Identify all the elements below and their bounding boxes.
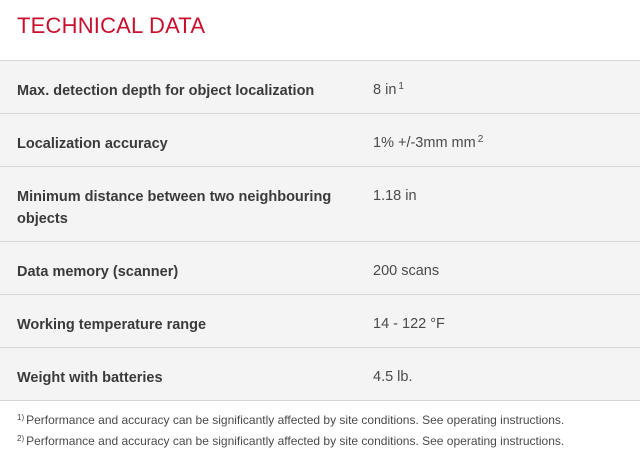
technical-data-table [0,60,640,401]
table-row-localization-accuracy [0,114,640,167]
value-text: 14 - 122 °F [373,316,445,332]
table-row-minimum-distance [0,167,640,242]
row-label: Minimum distance between two neighbouring objects [17,189,332,227]
value-text: 4.5 lb. [373,369,413,385]
table-row-data-memory [0,242,640,295]
row-label: Max. detection depth for object localization [17,83,315,99]
row-value [373,295,640,347]
table-row-detection-depth [0,61,640,114]
table-row-weight [0,348,640,401]
page-title: TECHNICAL DATA [17,13,206,38]
row-value [373,348,640,400]
value-text: 1.18 in [373,188,417,204]
row-label: Localization accuracy [17,136,168,152]
footnote-marker: 1) [17,413,25,422]
footnote-2 [17,431,564,452]
footnote-text: Performance and accuracy can be significantly affected by site conditions. See operating instructions. [26,413,565,427]
row-value [373,242,640,294]
table-row-working-temperature [0,295,640,348]
footnote-text: Performance and accuracy can be significantly affected by site conditions. See operating instructions. [26,434,565,448]
row-label: Working temperature range [17,317,207,333]
row-label: Data memory (scanner) [17,264,179,280]
row-label: Weight with batteries [17,370,163,386]
value-text: 8 in [373,82,397,98]
footnote-ref: 2 [477,134,484,145]
row-value [373,167,640,241]
footnotes [17,410,564,452]
footnote-ref: 1 [398,81,404,92]
footnote-marker: 2) [17,434,25,443]
row-value [373,114,640,166]
row-value [373,61,640,113]
value-text: 200 scans [373,263,440,279]
footnote-1 [17,410,564,431]
value-text: 1% +/-3mm mm [373,135,476,151]
